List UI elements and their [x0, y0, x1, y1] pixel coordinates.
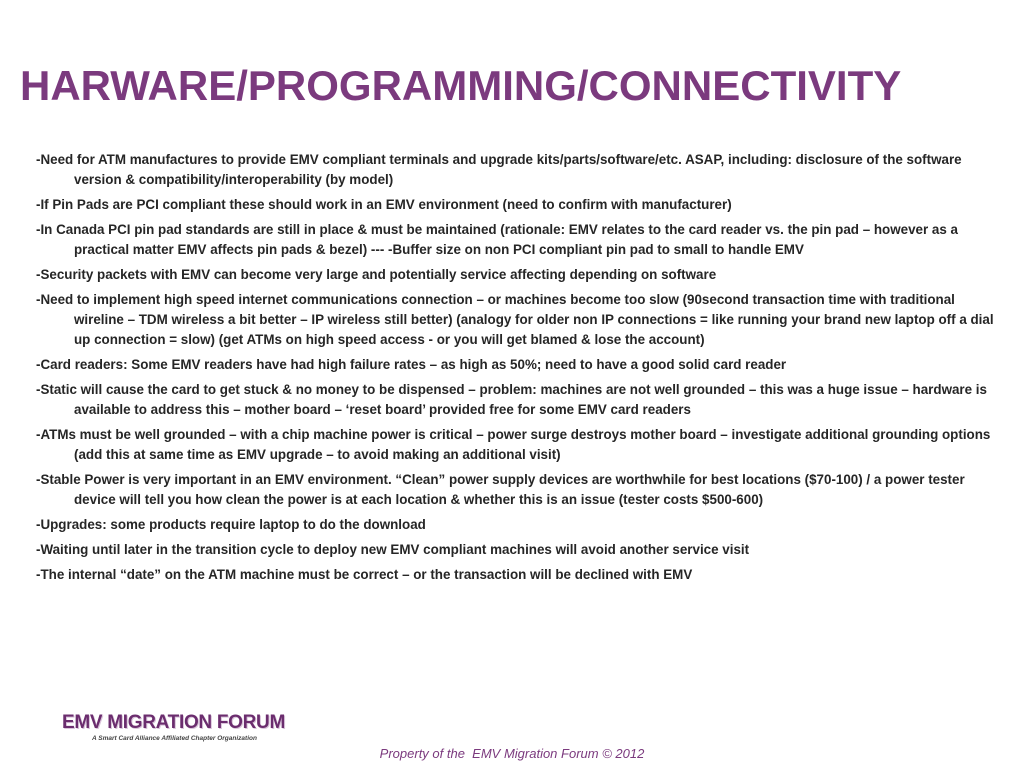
bullet-item: -Card readers: Some EMV readers have had high failure rates – as high as 50%; need to have a good solid card reader	[36, 357, 787, 372]
bullet-item: -In Canada PCI pin pad standards are still in place & must be maintained (rationale: EMV relates to the card reader vs. the pin pad – however as a practical matter EMV affects pin pads & bezel) --- -Buffer size on non PCI compliant pin pad to small to handle EMV	[36, 222, 958, 257]
footer-copyright: Property of the EMV Migration Forum © 2012	[379, 746, 645, 761]
bullet-item: -If Pin Pads are PCI compliant these should work in an EMV environment (need to confirm with manufacturer)	[36, 197, 732, 212]
bullet-item: -ATMs must be well grounded – with a chip machine power is critical – power surge destroys mother board – investigate additional grounding options (add this at same time as EMV upgrade – to avoid making an additional visit)	[36, 427, 991, 462]
logo-wordmark: EMV MIGRATION FORUM	[62, 712, 285, 733]
bullet-item: -Static will cause the card to get stuck & no money to be dispensed – problem: machines are not well grounded – this was a huge issue – hardware is available to address this – mother board – ‘reset board’ provided free for some EMV card readers	[36, 382, 987, 417]
bullet-list	[36, 150, 994, 590]
logo-tagline: A Smart Card Alliance Affiliated Chapter Organization	[92, 735, 257, 742]
bullet-item: -Waiting until later in the transition cycle to deploy new EMV compliant machines will avoid another service visit	[36, 542, 750, 557]
bullet-item: -Security packets with EMV can become very large and potentially service affecting depending on software	[36, 267, 717, 282]
bullet-item: -The internal “date” on the ATM machine must be correct – or the transaction will be declined with EMV	[36, 567, 693, 582]
emv-migration-forum-logo	[62, 712, 302, 748]
bullet-item: -Upgrades: some products require laptop to do the download	[36, 517, 426, 532]
slide-title: HARWARE/PROGRAMMING/CONNECTIVITY	[20, 62, 902, 109]
bullet-item: -Need to implement high speed internet communications connection – or machines become too slow (90second transaction time with traditional wireline – TDM wireless a bit better – IP wireless still better) (analogy for older non IP connections = like running your brand new laptop off a dial up connection = slow) (get ATMs on high speed access - or you will get blamed & lose the account)	[36, 292, 994, 347]
bullet-item: -Need for ATM manufactures to provide EMV compliant terminals and upgrade kits/parts/software/etc. ASAP, including: disclosure of the software version & compatibility/interoperability (by model)	[36, 152, 962, 187]
bullet-item: -Stable Power is very important in an EMV environment. “Clean” power supply devices are worthwhile for best locations ($70-100) / a power tester device will tell you how clean the power is at each location & whether this is an issue (tester costs $500-600)	[36, 472, 965, 507]
